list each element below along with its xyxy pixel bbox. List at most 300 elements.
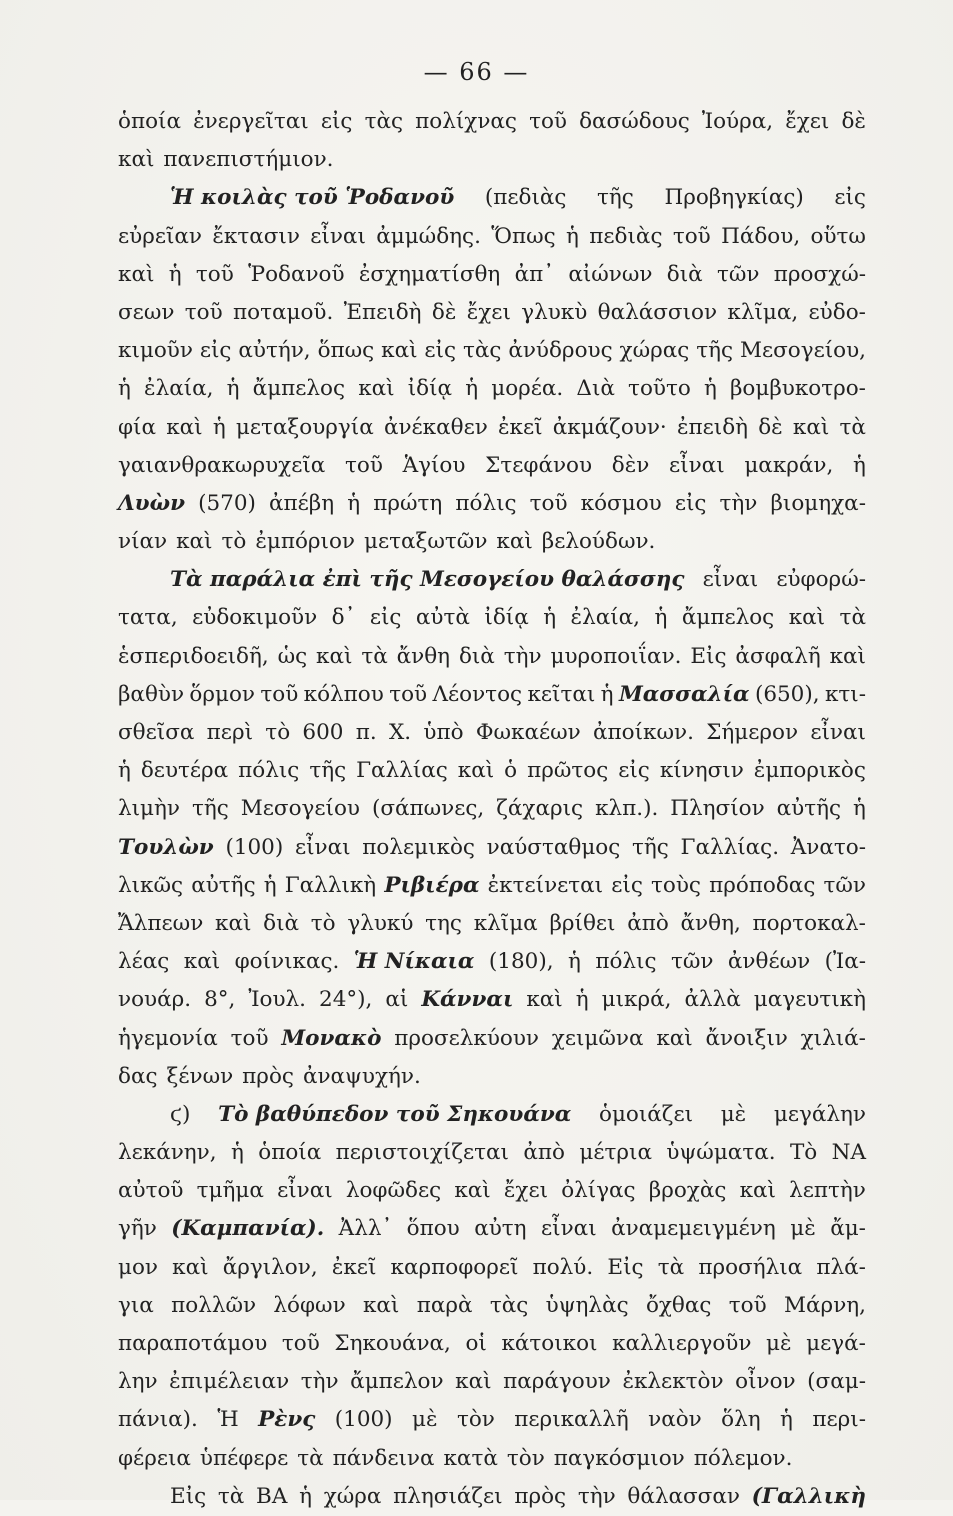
word: ΒΑ: [256, 1483, 288, 1509]
word: Ἀνατο-: [790, 834, 866, 860]
word: ἐλαία,: [144, 376, 214, 402]
word: μυροποιΐαν.: [550, 643, 682, 669]
word: μὲ: [412, 1407, 438, 1433]
word: αὐτῆς: [191, 872, 256, 898]
word: χιλιά-: [800, 1025, 866, 1051]
emphasized-term: Μασσαλία: [618, 681, 750, 707]
word: εἰς: [834, 185, 866, 211]
word: αἰώνων: [568, 261, 653, 287]
text-line: [118, 943, 866, 981]
word: καὶ: [739, 1178, 776, 1204]
word: δὲ: [758, 414, 783, 440]
text-line: [118, 1287, 866, 1325]
emphasized-term: Τουλὼν: [118, 834, 214, 860]
word: κεῖται: [527, 681, 596, 707]
word: παγκόσμιον: [553, 1445, 685, 1471]
text-line: [118, 867, 866, 905]
word: 8°,: [204, 987, 236, 1013]
word: μὲ: [790, 1216, 816, 1242]
word: κιμοῦν: [118, 338, 193, 364]
text-line: [118, 638, 866, 676]
word: ἡ: [347, 490, 361, 516]
word: δὲν: [611, 452, 650, 478]
word: μικρά,: [601, 987, 672, 1013]
word: Εἰς: [170, 1483, 207, 1509]
word: εὐδοκιμοῦν: [192, 605, 318, 631]
word: τὰ: [657, 1254, 685, 1280]
word: τὸ: [221, 529, 247, 555]
word: κλπ.).: [595, 796, 659, 822]
word: Σηκουάνα,: [334, 1331, 451, 1356]
word: τὴν: [719, 490, 758, 516]
word: μέτρια: [579, 1140, 652, 1166]
word: τὸ: [265, 720, 291, 745]
word: πάνδεινα: [332, 1445, 435, 1471]
text-line: [118, 103, 866, 141]
word: π.: [355, 720, 377, 745]
word: καὶ: [166, 414, 203, 440]
word: βρίθει: [549, 910, 616, 936]
word: ναύσταθμος: [486, 834, 621, 860]
word: ἐμπόριον: [255, 529, 355, 555]
word: Ὅπως: [491, 223, 556, 249]
word: ἀναμεμειγμένη: [611, 1216, 776, 1242]
word: περικαλλῆ: [514, 1407, 629, 1433]
word: καὶ: [118, 261, 155, 287]
word: ἄμπελος: [252, 376, 346, 402]
word: σθεῖσα: [118, 720, 195, 745]
word: ὁ: [504, 758, 518, 784]
word: πρὸς: [242, 1063, 294, 1089]
emphasized-term: (Καμπανία).: [171, 1216, 325, 1242]
body-text: [118, 103, 866, 1516]
word: γῆν: [118, 1216, 157, 1242]
word: οἶνον: [735, 1369, 796, 1395]
word: ἐκεῖ: [331, 1254, 377, 1280]
word: αὐτήν,: [238, 338, 311, 364]
text-line: [118, 294, 866, 332]
word: τὰ: [361, 643, 388, 669]
word: διὰ: [458, 643, 495, 669]
word: ἡ: [118, 376, 131, 402]
word: εἶναι: [541, 1216, 597, 1242]
word: καὶ: [656, 1025, 693, 1051]
word: ποταμοῦ.: [233, 299, 334, 325]
word: πολεμικὸς: [362, 834, 475, 860]
word: ὁποία: [258, 1140, 322, 1166]
word: βελούδων.: [541, 529, 656, 555]
word: πλησιάζει: [393, 1483, 503, 1509]
word: τῶν: [670, 949, 714, 975]
word: τοῦ: [389, 681, 428, 707]
word: τὸ: [310, 910, 336, 936]
word: (100): [225, 834, 284, 860]
word: πολύ.: [532, 1254, 594, 1280]
word: 600: [302, 720, 344, 745]
word: τμῆμα: [196, 1178, 264, 1204]
word: τοῦ: [260, 681, 299, 707]
word: τατα,: [118, 605, 178, 631]
word: λοφῶδες: [345, 1178, 442, 1204]
word: ἀμμώδης.: [376, 223, 481, 249]
word: εὐφορώ-: [776, 567, 866, 593]
emphasized-term: Κάνναι: [421, 987, 514, 1013]
word: ἡ: [853, 452, 866, 478]
word: ἡ: [212, 414, 226, 440]
text-line: [118, 1478, 866, 1516]
word: ἐμπορικὸς: [753, 758, 866, 784]
word: Χ.: [389, 720, 412, 745]
word: γλυκύ: [347, 910, 414, 936]
word: διὰ: [263, 910, 300, 936]
word: τὸν: [456, 1407, 495, 1433]
word: εἶναι: [310, 223, 366, 249]
word: τὰς: [462, 338, 502, 364]
word: ἀπ᾿: [514, 261, 555, 287]
word: καὶ: [176, 529, 213, 555]
word: ναὸν: [648, 1407, 702, 1433]
word: Ἡ: [217, 1407, 239, 1433]
word: λεκάνην,: [118, 1140, 217, 1166]
text-line: [118, 1134, 866, 1172]
word: τὰ: [297, 1445, 324, 1471]
text-line: [118, 1020, 866, 1058]
word: ἔκτασιν: [212, 223, 300, 249]
word: καλλιεργοῦν: [612, 1331, 752, 1356]
word: λην: [118, 1369, 158, 1395]
word: πάνια).: [118, 1407, 198, 1433]
word: ἡ: [568, 949, 581, 975]
word: δας: [118, 1063, 158, 1089]
word: ἡ: [118, 758, 131, 784]
word: δ᾿: [331, 605, 356, 631]
text-line: [118, 1401, 866, 1439]
text-line: [118, 447, 866, 485]
word: ἡ: [465, 376, 479, 402]
text-line: [118, 485, 866, 523]
word: περι-: [812, 1407, 866, 1433]
word: ἡ: [226, 376, 240, 402]
text-line: [118, 1325, 866, 1363]
word: ἡ: [566, 223, 579, 249]
word: ἄμπελος: [681, 605, 775, 631]
text-line: [118, 1210, 866, 1248]
word: εἰς: [674, 490, 707, 516]
word: τοῦ: [728, 1292, 767, 1318]
word: ξένων: [166, 1063, 234, 1089]
word: καὶ: [316, 643, 353, 669]
word: νίαν: [118, 529, 168, 555]
word: τὰ: [839, 414, 866, 440]
word: ἄμπελον: [350, 1369, 444, 1395]
word: βιομηχα-: [770, 490, 866, 516]
word: τὰ: [217, 1483, 245, 1509]
word: ὅπου: [406, 1216, 460, 1242]
emphasized-term: Μονακὸ: [281, 1025, 382, 1051]
word: τοῦ: [195, 261, 234, 287]
emphasized-term: Ριβιέρα: [384, 872, 480, 898]
word: καὶ: [215, 910, 252, 936]
word: ἡγεμονία: [118, 1025, 218, 1051]
word: (σαμ-: [807, 1369, 866, 1395]
word: βομβυκοτρο-: [729, 376, 866, 402]
word: κλῖμα: [473, 910, 538, 936]
word: πρόποδας: [709, 872, 816, 898]
word: δὲ: [841, 109, 866, 134]
word: τὰ: [839, 605, 866, 631]
word: (570): [198, 490, 256, 516]
word: αὐτοῦ: [118, 1178, 184, 1204]
word: τοῦ: [672, 223, 711, 249]
word: μορέα.: [491, 376, 564, 402]
word: μον: [118, 1254, 158, 1280]
word: φέρεια: [118, 1445, 191, 1471]
word: της: [425, 910, 462, 936]
word: ἄνθη: [396, 643, 451, 669]
word: ἰδίᾳ: [484, 605, 529, 631]
word: ἔχει: [466, 299, 511, 325]
word: ἑσπεριδοειδῆ,: [118, 643, 269, 669]
word: πορτοκαλ-: [752, 910, 866, 936]
word: ἐσχηματίσθη: [358, 261, 501, 287]
word: τῶν: [823, 872, 866, 898]
word: (180),: [488, 949, 554, 975]
word: τοῦ: [529, 109, 567, 134]
word: ἄμ-: [830, 1216, 866, 1242]
word: πεδιὰς: [589, 223, 663, 249]
text-line: [118, 1096, 866, 1134]
word: διὰ: [666, 261, 703, 287]
emphasized-term: Τὰ παράλια ἐπὶ τῆς Μεσογείου θαλάσσης: [170, 567, 685, 593]
word: μαγευτικὴ: [753, 987, 866, 1013]
word: (σάπωνες,: [371, 796, 485, 822]
word: μακράν,: [744, 452, 834, 478]
word: λικῶς: [118, 872, 184, 898]
word: ἔχει: [785, 109, 830, 134]
word: εἶναι: [669, 452, 725, 478]
emphasized-term: Ρὲνς: [258, 1407, 316, 1433]
word: ϛ): [170, 1101, 191, 1127]
word: πόλις: [455, 490, 517, 516]
word: ἄνθη,: [680, 910, 741, 936]
word: ὑψηλὰς: [545, 1292, 629, 1318]
word: μεγά-: [806, 1331, 866, 1356]
word: βαθὺν: [118, 681, 185, 707]
text-line: [118, 141, 866, 179]
word: ΝΑ: [831, 1140, 866, 1166]
word: καὶ: [358, 376, 395, 402]
word: ἀσφαλῆ: [735, 643, 821, 669]
word: ἐνεργεῖται: [193, 109, 309, 134]
word: Στεφάνου: [485, 452, 593, 478]
word: Λέοντος: [432, 681, 523, 707]
text-line: [118, 1363, 866, 1401]
word: κόσμου: [580, 490, 662, 516]
word: καὶ: [455, 1369, 492, 1395]
word: ἰδίᾳ: [407, 376, 453, 402]
word: Ἰούρα,: [701, 109, 774, 134]
word: παραποτάμου: [118, 1331, 268, 1356]
word: μὲ: [766, 1331, 792, 1356]
word: τὴν: [503, 643, 542, 669]
word: εἰς: [618, 758, 650, 784]
word: ὑπὸ: [423, 720, 464, 745]
word: ὅλη: [721, 1407, 761, 1433]
word: λόφων: [273, 1292, 346, 1318]
word: τὰς: [489, 1292, 529, 1318]
word: πόλεμον.: [693, 1445, 793, 1471]
word: ζάχαρις: [496, 796, 584, 822]
word: Γαλλίας.: [680, 834, 780, 860]
word: θάλασσαν: [627, 1483, 740, 1509]
word: ὑπέφερε: [199, 1445, 289, 1471]
word: τοῦ: [529, 490, 568, 516]
word: δασώδους: [579, 109, 690, 134]
word: τὰς: [364, 109, 404, 134]
word: Εἰς: [607, 1254, 644, 1280]
word: εὐρεῖαν: [118, 223, 203, 249]
word: καὶ: [183, 949, 221, 975]
word: εἰς: [199, 338, 232, 364]
text-line: [118, 256, 866, 294]
word: ἡ: [230, 1140, 244, 1166]
word: ὁμοιάζει: [599, 1101, 694, 1127]
word: τὴν: [300, 1369, 339, 1395]
word: εἰς: [424, 338, 457, 364]
word: τῶν: [716, 261, 760, 287]
word: ὅρμον: [189, 681, 255, 707]
emphasized-term: Λυὼν: [118, 490, 185, 516]
word: Μάρνη,: [784, 1292, 866, 1318]
word: Ἄλπεων: [118, 910, 204, 936]
word: κάτοικοι: [501, 1331, 598, 1356]
text-line: [118, 523, 866, 561]
word: Προβηγκίας): [664, 185, 804, 211]
text-line: [118, 1172, 866, 1210]
word: (650),: [754, 681, 820, 707]
word: ἡ: [575, 987, 589, 1013]
word: καρποφορεῖ: [390, 1254, 519, 1280]
word: τῆς: [597, 185, 634, 211]
word: ἡ: [168, 261, 182, 287]
word: μεταξωτῶν: [364, 529, 488, 555]
text-line: [118, 409, 866, 447]
word: φοίνικας.: [234, 949, 340, 975]
word: φία: [118, 414, 157, 440]
word: εἶναι: [277, 1178, 333, 1204]
word: ἡ: [600, 681, 614, 707]
word: ἄργιλον,: [222, 1254, 318, 1280]
word: Διὰ: [576, 376, 615, 402]
word: αὐτη: [474, 1216, 527, 1242]
text-line: [118, 790, 866, 828]
word: χώρα: [323, 1483, 382, 1509]
word: ἀνέκαθεν: [383, 414, 488, 440]
word: πολίχνας: [415, 109, 517, 134]
word: τῆς: [696, 338, 734, 364]
word: Τὸ: [789, 1140, 818, 1166]
word: αὐτῆς: [776, 796, 842, 822]
word: καὶ: [526, 987, 563, 1013]
word: ἀλλὰ: [684, 987, 741, 1013]
word: Μεσογείου: [240, 796, 360, 822]
word: πρώτη: [373, 490, 443, 516]
word: προσελκύουν: [394, 1025, 539, 1051]
word: τοὺς: [651, 872, 701, 898]
word: τοῦ: [345, 452, 383, 478]
text-line: [118, 829, 866, 867]
word: ὅπως: [317, 338, 375, 364]
word: ἀπέβη: [269, 490, 335, 516]
word: περιστοιχίζεται: [335, 1140, 509, 1166]
word: Εἰς: [690, 643, 727, 669]
word: τῆς: [632, 834, 669, 860]
word: τοῦ: [230, 1025, 269, 1051]
word: μὲ: [720, 1101, 747, 1127]
word: Γαλλίας: [356, 758, 448, 784]
word: ἀποίκων.: [593, 720, 694, 745]
word: καὶ: [381, 338, 418, 364]
text-line: [118, 561, 866, 599]
word: θαλάσσιον: [597, 299, 718, 325]
word: Φωκαέων: [475, 720, 581, 745]
word: ἀπὸ: [523, 1140, 565, 1166]
word: σεων: [118, 299, 175, 325]
word: καὶ: [118, 147, 155, 173]
word: τὸν: [506, 1445, 545, 1471]
word: Πλησίον: [670, 796, 765, 822]
word: λέας: [118, 949, 170, 975]
word: ἡ: [654, 605, 668, 631]
word: περὶ: [206, 720, 254, 745]
word: ἄνοιξιν: [705, 1025, 788, 1051]
word: καὶ: [792, 414, 830, 440]
text-line: [118, 905, 866, 943]
word: (100): [334, 1407, 393, 1433]
word: εἶναι: [294, 834, 351, 860]
emphasized-term: Ἡ Νίκαια: [353, 949, 475, 975]
word: κτι-: [824, 681, 866, 707]
word: ὀλίγας: [561, 1178, 636, 1204]
word: (πεδιὰς: [484, 185, 567, 211]
word: καὶ: [457, 758, 495, 784]
word: χειμῶνα: [551, 1025, 644, 1051]
word: εἶναι: [702, 567, 759, 593]
word: ἡ: [299, 1483, 312, 1509]
word: ἀνθέων: [727, 949, 811, 975]
word: τὴν: [577, 1483, 616, 1509]
text-line: [118, 1440, 866, 1478]
word: ἐλαία,: [570, 605, 641, 631]
word: (Ἰα-: [824, 949, 866, 975]
word: γαιανθρακωρυχεῖα: [118, 452, 326, 478]
text-line: [118, 752, 866, 790]
word: προσχώ-: [773, 261, 866, 287]
text-line: [118, 179, 866, 217]
word: ἐκλεκτὸν: [622, 1369, 724, 1395]
word: ὡς: [277, 643, 308, 669]
word: Ἐπειδὴ: [343, 299, 422, 325]
text-line: [118, 332, 866, 370]
word: αὐτὰ: [415, 605, 470, 631]
word: καὶ: [362, 1292, 400, 1318]
word: ἀπὸ: [627, 910, 669, 936]
word: πρὸς: [514, 1483, 567, 1509]
word: ἐκεῖ: [497, 414, 543, 440]
word: εἰς: [320, 109, 353, 134]
word: λεπτὴν: [789, 1178, 866, 1204]
word: Πάδου,: [721, 223, 801, 249]
